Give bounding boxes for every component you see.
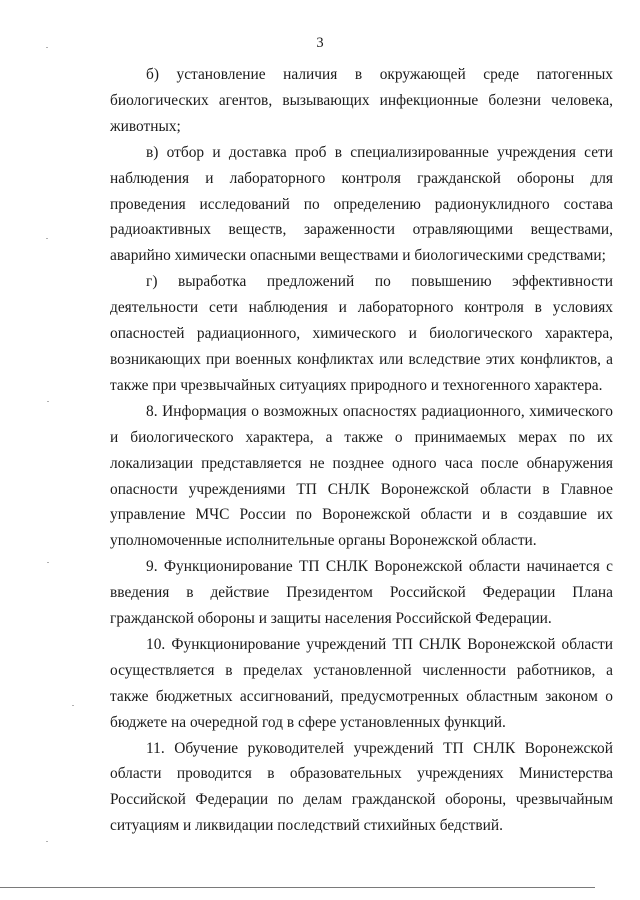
- paragraph-10: 10. Функционирование учреждений ТП СНЛК Воронежской области осуществляется в пределах установленной численности работников, а также бюджетных ассигнований, предусмотренных областным законом о бюджете на очередной год в сфере установленных функций.: [110, 635, 613, 731]
- document-body: [110, 62, 613, 839]
- scan-artifact: [72, 705, 74, 706]
- paragraph-9: 9. Функционирование ТП СНЛК Воронежской области начинается с введения в действие Президентом Российской Федерации Плана гражданской обороны и защиты населения Российской Федерации.: [110, 558, 613, 628]
- scan-artifact: [47, 562, 49, 563]
- paragraph-item-b: б) установление наличия в окружающей среде патогенных биологических агентов, вызывающих инфекционные болезни человека, животных;: [110, 66, 613, 135]
- paragraph-11: 11. Обучение руководителей учреждений ТП СНЛК Воронежской области проводится в образовательных учреждениях Министерства Российской Федерации по делам гражданской обороны, чрезвычайным ситуациям и ликвидации последствий стихийных бедствий.: [110, 739, 613, 835]
- paragraph-item-g: г) выработка предложений по повышению эффективности деятельности сети наблюдения и лабораторного контроля в условиях опасностей радиационного, химического и биологического характера, возникающих при военных конфликтах или вследствие этих конфликтов, а также при чрезвычайных ситуациях природного и техногенного характера.: [110, 273, 613, 394]
- scan-artifact: [46, 841, 48, 842]
- scan-artifact: [47, 401, 49, 402]
- page-number: 3: [316, 35, 324, 51]
- scan-artifact: [46, 238, 48, 239]
- scan-artifact: [46, 47, 48, 48]
- bottom-scan-line: [0, 887, 595, 888]
- paragraph-item-v: в) отбор и доставка проб в специализированные учреждения сети наблюдения и лабораторного контроля гражданской обороны для проведения исследований по определению радионуклидного состава радиоактивных веществ, зараженности отравляющими веществами, аварийно химически опасными веществами и биологическими средствами;: [110, 143, 613, 265]
- paragraph-8: 8. Информация о возможных опасностях радиационного, химического и биологического характера, а также о принимаемых мерах по их локализации представляется не позднее одного часа после обнаружения опасности учреждениями ТП СНЛК Воронежской области в Главное управление МЧС России по Воронежской области и в создавшие их уполномоченные исполнительные органы Воронежской области.: [110, 402, 613, 550]
